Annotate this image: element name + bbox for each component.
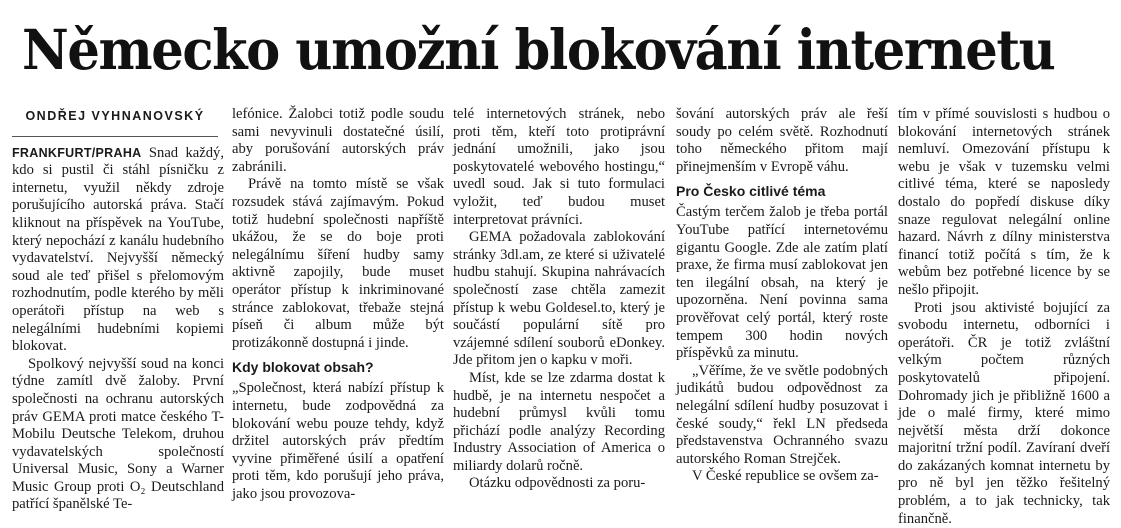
article-paragraph: V České republice se ovšem za-	[692, 468, 879, 485]
byline: ONDŘEJ VYHNANOVSKÝ	[12, 106, 218, 137]
article-paragraph: lefónice. Žalobci totiž podle soudu sami nevyvinuli dostatečné úsilí, aby porušování autorských práv zabránili.	[232, 106, 444, 175]
article-paragraph: telé internetových stránek, nebo proti těm, kteří toto protiprávní jednání umožnili, jako jsou poskytovatelé webového hostingu,“ uvedl soud. Jak si tuto formulaci vyložit, teď budou muset interpretovat právníci.	[453, 106, 665, 228]
article-paragraph: Míst, kde se lze zdarma dostat k hudbě, je na internetu nespočet a hudební průmysl kvůli tomu přichází podle analýzy Recording Industry Association of America o miliardy dolarů ročně.	[453, 369, 665, 474]
section-subhead: Kdy blokovat obsah?	[232, 359, 374, 376]
article-column-5	[898, 106, 1110, 528]
article-paragraph: šování autorských práv ale řeší soudy po celém světě. Rozhodnutí toho německého přitom mají přinejmenším v Evropě váhu.	[676, 106, 888, 175]
article-paragraph	[12, 145, 224, 356]
paragraph-text: Snad každý, kdo si pustil či stáhl písničku z internetu, využil někdy zdroje porušujícího autorská práva. Stačí kliknout na příspěvek na YouTube, který nepochází z kanálu hudebního vydavatelství. Nejvyšší německý soud ale teď přišel s přelomovým rozhodnutím, podle kterého by měli operátoři přístup na web s nelegálními hudebními kopiemi blokovat.	[12, 144, 224, 355]
article-paragraph: GEMA požadovala zablokování stránky 3dl.am, ze které si uživatelé hudbu stahují. Skupina nahrávacích společností zase chtěla zamezit přístup k webu Goldesel.to, který je součástí populární sítě pro vzájemné sdílení souborů eDonkey. Jde přitom jen o kapku v moři.	[453, 229, 665, 369]
article-column-4	[676, 106, 888, 486]
article-paragraph: Proti jsou aktivisté bojující za svobodu internetu, odborníci i operátoři. ČR je totiž zvláštní velkým počtem různých poskytovatelů připojení. Dohromady jich je přibližně 1600 a jde o malé firmy, které mimo největší města drží dokonce majoritní tržní podíl. Zavíraní dveří do zakázaných komnat internetu by pro ně byl jen těžko řešitelný problém, a to jak technicky, tak finančně.	[898, 299, 1110, 527]
article-column-1	[12, 106, 224, 514]
article-column-2	[232, 106, 444, 503]
article-paragraph: „Věříme, že ve světle podobných judikátů budou odpovědnost za nelegální sdílení hudby posuzovat i české soudy,“ řekl LN předseda představenstva Ochranného svazu autorského Roman Strejček.	[676, 362, 888, 467]
article-paragraph: tím v přímé souvislosti s hudbou o blokování internetových stránek nemluví. Omezování přístupu k webu je však v tuzemsku velmi citlivé téma, které se naposledy dostalo do popředí diskuse díky snaze regulovat nelegální online hazard. Návrh z dílny ministerstva financí totiž počítá s tím, že k webům bez potřebné licence by se nešlo připojit.	[898, 106, 1110, 298]
article-paragraph: Otázku odpovědnosti za poru-	[469, 475, 646, 492]
article-paragraph: Spolkový nejvyšší soud na konci týdne zamítl dvě žaloby. První společnosti na ochranu autorských práv GEMA proti matce českého T-Mobilu Deutsche Telekom, druhou vydavatelských společností Universal Music, Sony a Warner Music Group proti O₂ Deutschland patřící španělské Te-	[12, 355, 224, 513]
section-subhead: Pro Česko citlivé téma	[676, 183, 826, 200]
article-headline: Německo umožní blokování internetu	[22, 17, 1055, 82]
article-paragraph: „Společnost, která nabízí přístup k internetu, bude zodpovědná za blokování webu pouze tehdy, když držitel autorských práv předtím vyvine přiměřené úsilí a opatření proti těm, kdo porušují jeho práva, jako jsou provozova-	[232, 380, 444, 502]
article-paragraph: Častým terčem žalob je třeba portál YouTube patřící internetovému gigantu Google. Zde ale zatím platí praxe, že firma musí zablokovat jen ten ilegální obsah, na který je upozorněna. Není povinna sama prověřovat celý portál, který roste tempem 300 hodin nových příspěvků za minutu.	[676, 204, 888, 362]
article-column-3	[453, 106, 665, 493]
article-paragraph: Právě na tomto místě se však rozsudek stává zajímavým. Pokud totiž hudební společnosti napříště ukážou, že se do boje proti nelegálnímu šíření hudby samy aktivně zapojily, bude muset operátor přístup k inkriminované stránce zablokovat, třebaže stejná píseň či album může být protizákonně dostupná i jinde.	[232, 176, 444, 351]
dateline: FRANKFURT/PRAHA	[12, 145, 142, 160]
